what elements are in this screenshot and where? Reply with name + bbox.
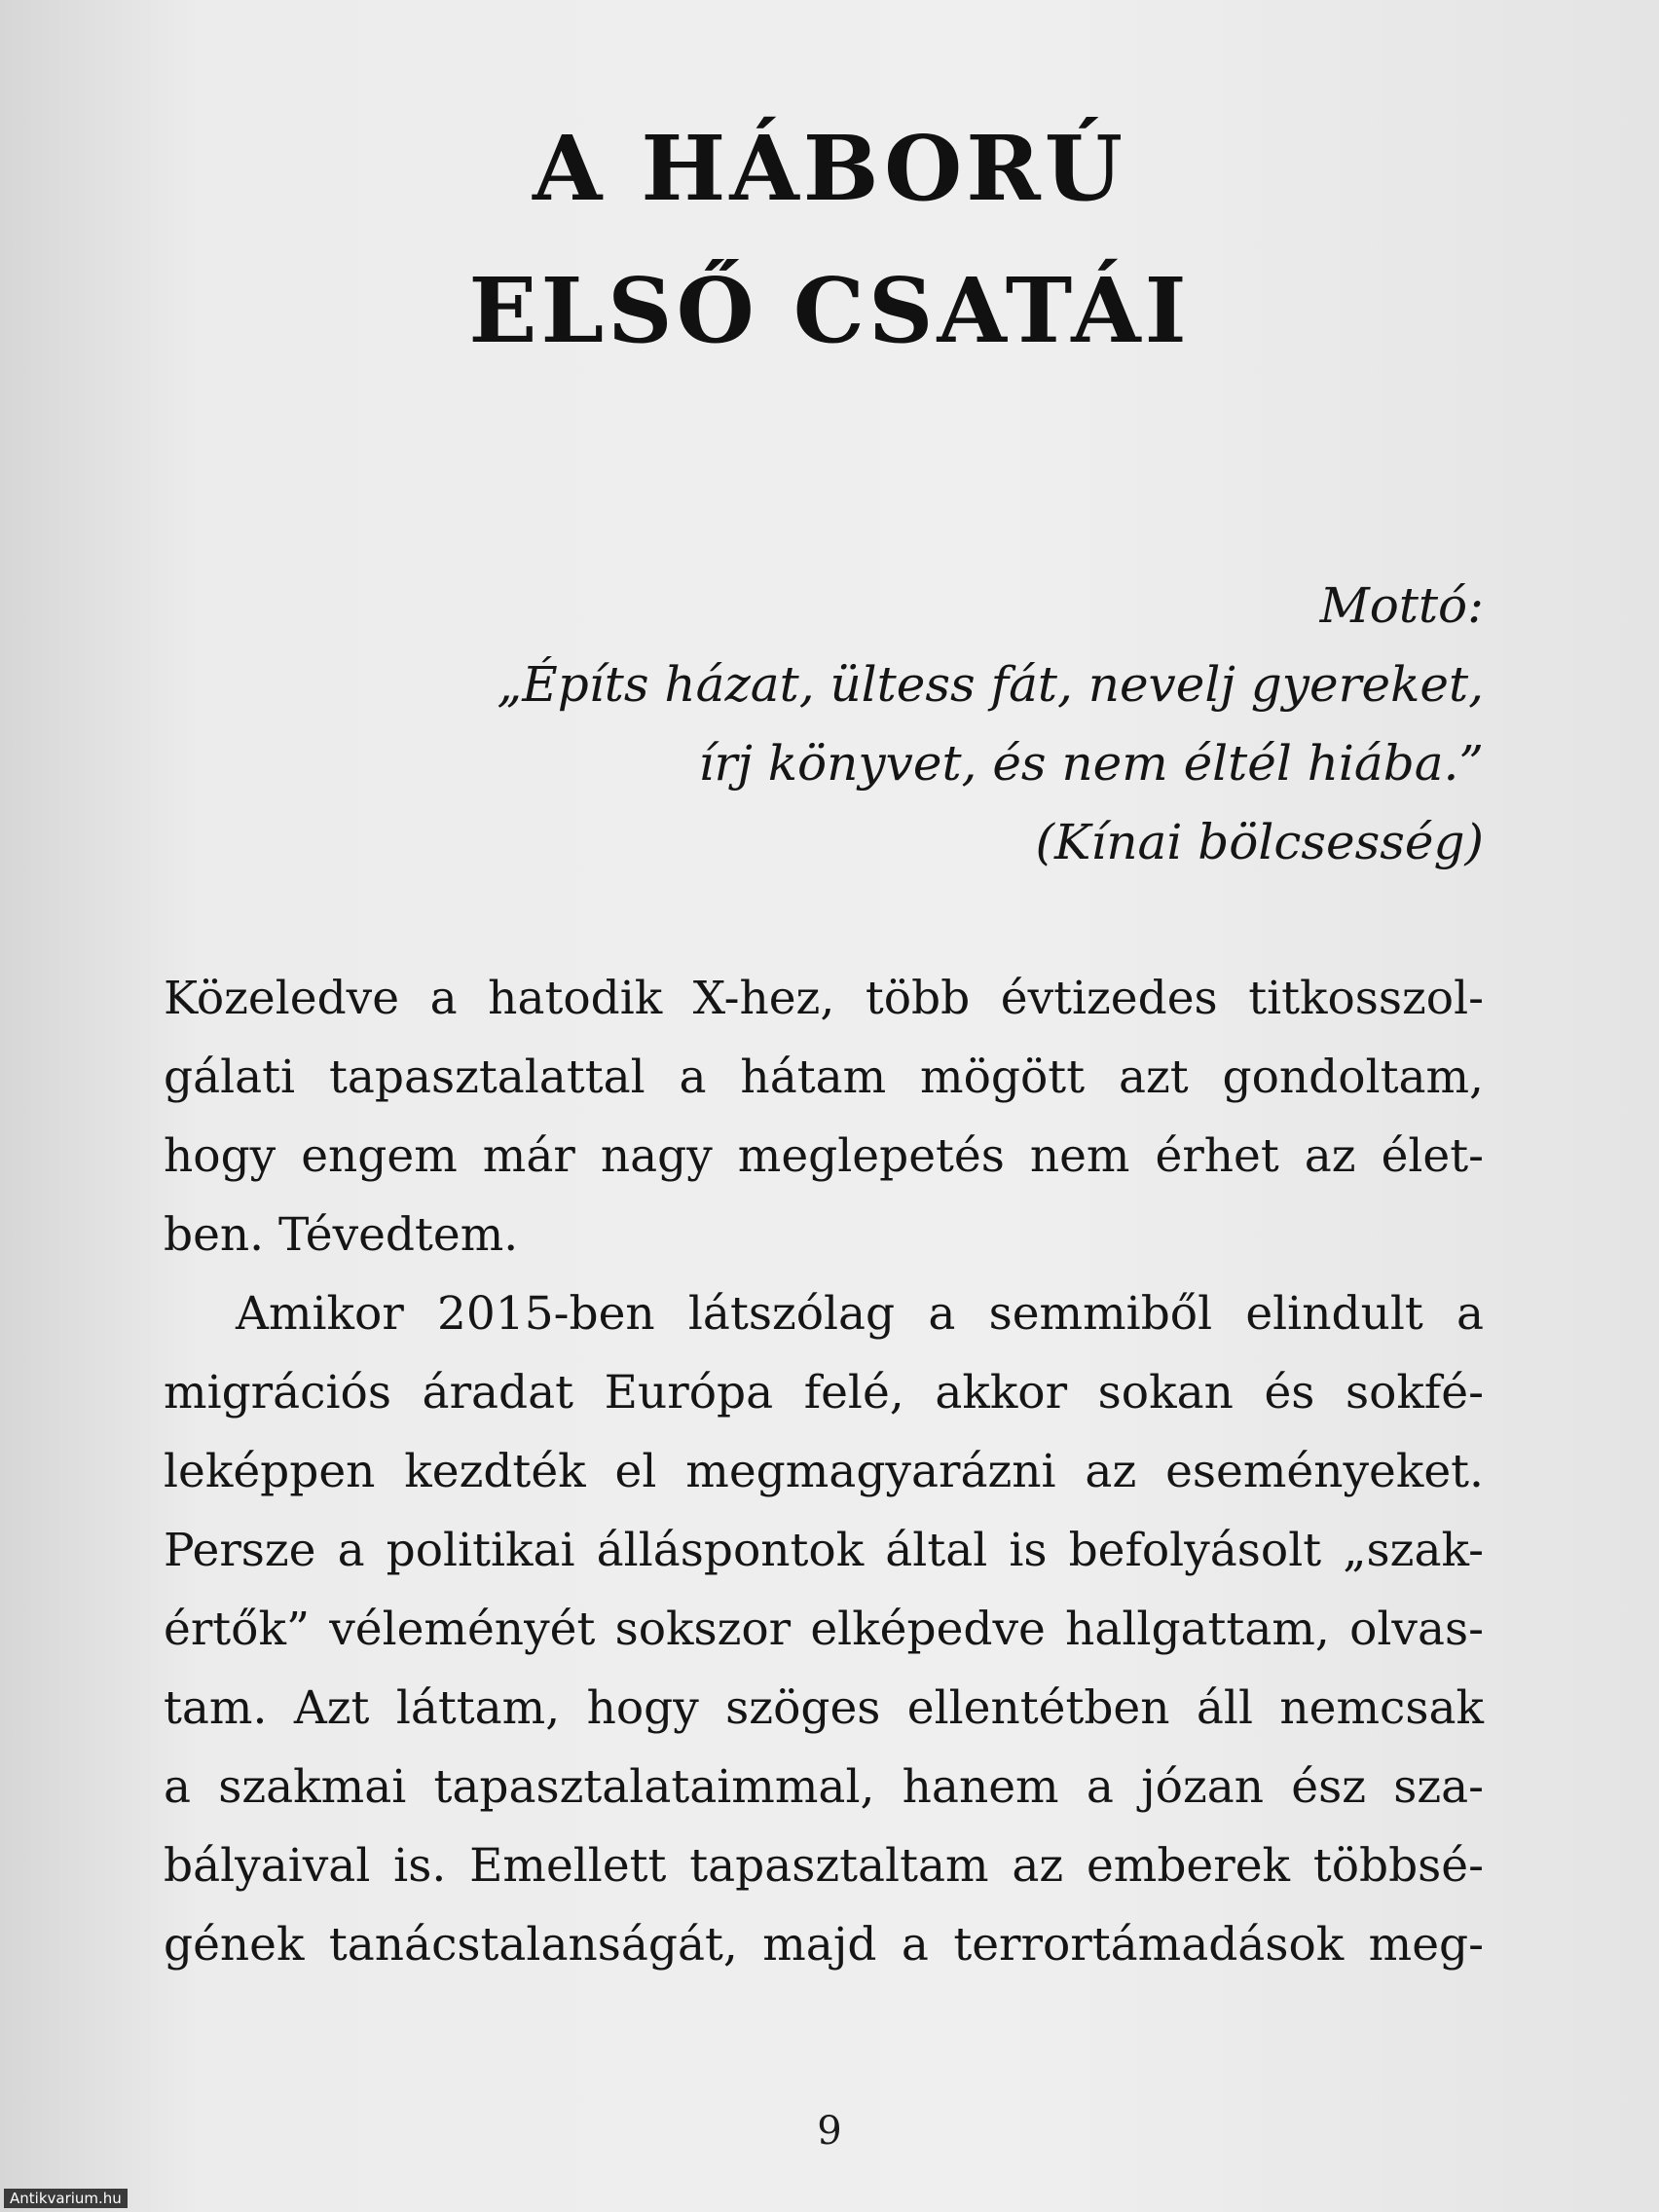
watermark: Antikvarium.hu [4, 2189, 128, 2208]
text-line: Persze a politikai álláspontok által is befolyásolt „szak- [164, 1524, 1484, 1577]
page-number: 9 [817, 2109, 842, 2154]
paragraph-1 [164, 959, 1484, 1274]
text-line: leképpen kezdték el megmagyarázni az eseményeket. [164, 1445, 1484, 1498]
chapter-title-line-1: A HÁBORÚ [532, 116, 1126, 221]
motto-quote-line-1: „Építs házat, ültess fát, nevelj gyereket, [497, 656, 1484, 713]
paragraph-2 [164, 1274, 1484, 1984]
text-line: Közeledve a hatodik X-hez, több évtizedes titkosszol- [164, 972, 1484, 1025]
chapter-title-line-2: ELSŐ CSATÁI [468, 258, 1191, 363]
motto-source: (Kínai bölcsesség) [1035, 814, 1484, 870]
text-line: hogy engem már nagy meglepetés nem érhet az élet- [164, 1129, 1484, 1183]
text-line: bályaival is. Emellett tapasztaltam az emberek többsé- [164, 1839, 1484, 1893]
text-line: értők” véleményét sokszor elképedve hallgattam, olvas- [164, 1603, 1484, 1656]
text-line: migrációs áradat Európa felé, akkor sokan és sokfé- [164, 1366, 1484, 1419]
motto [218, 567, 1484, 882]
motto-quote-line-2: írj könyvet, és nem éltél hiába.” [698, 735, 1484, 792]
text-line: Amikor 2015-ben látszólag a semmiből elindult a [236, 1287, 1484, 1341]
text-line: ben. Tévedtem. [164, 1208, 519, 1262]
text-line: gének tanácstalanságát, majd a terrortámadások meg- [164, 1918, 1484, 1972]
chapter-title [0, 97, 1659, 382]
text-line: gálati tapasztalattal a hátam mögött azt gondoltam, [164, 1051, 1484, 1104]
body-text [164, 959, 1484, 1984]
motto-label: Mottó: [1319, 577, 1484, 634]
text-line: tam. Azt láttam, hogy szöges ellentétben áll nemcsak [164, 1681, 1484, 1735]
text-line: a szakmai tapasztalataimmal, hanem a józan ész sza- [164, 1760, 1484, 1814]
